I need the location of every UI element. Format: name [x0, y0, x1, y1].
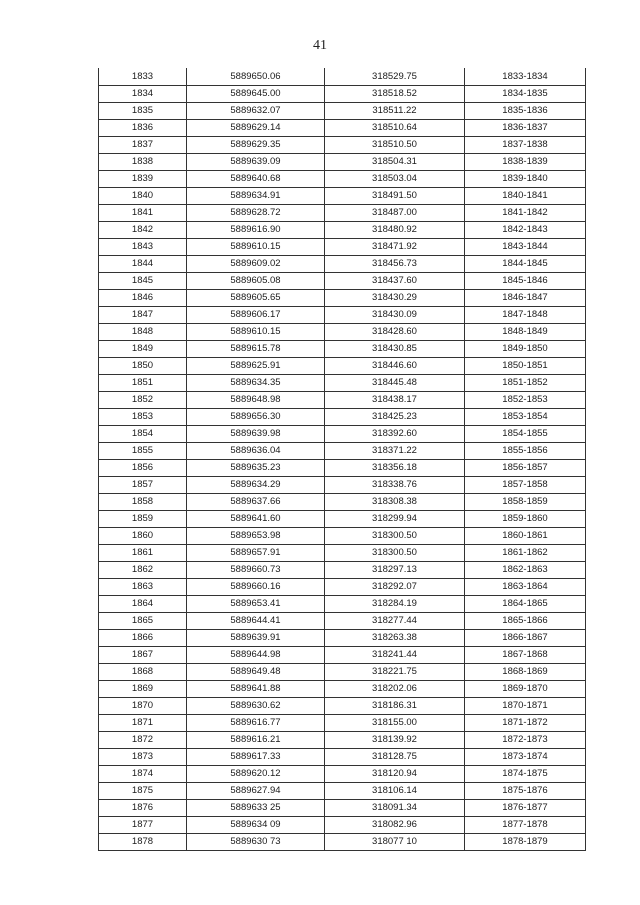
point-number-cell: 1855: [99, 443, 187, 460]
point-number-cell: 1877: [99, 817, 187, 834]
table-row: [99, 86, 586, 103]
point-number-cell: 1833: [99, 69, 187, 86]
table-row: [99, 324, 586, 341]
y-coordinate-cell: 318284.19: [325, 596, 465, 613]
y-coordinate-cell: 318277.44: [325, 613, 465, 630]
table-row: [99, 562, 586, 579]
segment-cell: 1875-1876: [465, 783, 586, 800]
table-row: [99, 596, 586, 613]
x-coordinate-cell: 5889634.91: [187, 188, 325, 205]
segment-cell: 1877-1878: [465, 817, 586, 834]
table-row: [99, 239, 586, 256]
segment-cell: 1871-1872: [465, 715, 586, 732]
x-coordinate-cell: 5889620.12: [187, 766, 325, 783]
y-coordinate-cell: 318510.50: [325, 137, 465, 154]
segment-cell: 1849-1850: [465, 341, 586, 358]
y-coordinate-cell: 318128.75: [325, 749, 465, 766]
coordinates-table-body: [99, 69, 586, 851]
segment-cell: 1850-1851: [465, 358, 586, 375]
point-number-cell: 1869: [99, 681, 187, 698]
x-coordinate-cell: 5889634.35: [187, 375, 325, 392]
y-coordinate-cell: 318202.06: [325, 681, 465, 698]
point-number-cell: 1854: [99, 426, 187, 443]
x-coordinate-cell: 5889639.98: [187, 426, 325, 443]
x-coordinate-cell: 5889609.02: [187, 256, 325, 273]
y-coordinate-cell: 318430.29: [325, 290, 465, 307]
y-coordinate-cell: 318186.31: [325, 698, 465, 715]
y-coordinate-cell: 318297.13: [325, 562, 465, 579]
x-coordinate-cell: 5889636.04: [187, 443, 325, 460]
x-coordinate-cell: 5889605.65: [187, 290, 325, 307]
y-coordinate-cell: 318480.92: [325, 222, 465, 239]
x-coordinate-cell: 5889605.08: [187, 273, 325, 290]
x-coordinate-cell: 5889657.91: [187, 545, 325, 562]
point-number-cell: 1834: [99, 86, 187, 103]
x-coordinate-cell: 5889639.09: [187, 154, 325, 171]
x-coordinate-cell: 5889648.98: [187, 392, 325, 409]
x-coordinate-cell: 5889660.16: [187, 579, 325, 596]
point-number-cell: 1867: [99, 647, 187, 664]
table-row: [99, 154, 586, 171]
y-coordinate-cell: 318338.76: [325, 477, 465, 494]
y-coordinate-cell: 318155.00: [325, 715, 465, 732]
segment-cell: 1834-1835: [465, 86, 586, 103]
point-number-cell: 1837: [99, 137, 187, 154]
table-row: [99, 698, 586, 715]
table-row: [99, 69, 586, 86]
y-coordinate-cell: 318308.38: [325, 494, 465, 511]
y-coordinate-cell: 318445.48: [325, 375, 465, 392]
table-row: [99, 375, 586, 392]
x-coordinate-cell: 5889639.91: [187, 630, 325, 647]
y-coordinate-cell: 318425.23: [325, 409, 465, 426]
segment-cell: 1855-1856: [465, 443, 586, 460]
point-number-cell: 1843: [99, 239, 187, 256]
point-number-cell: 1842: [99, 222, 187, 239]
x-coordinate-cell: 5889616.90: [187, 222, 325, 239]
point-number-cell: 1876: [99, 800, 187, 817]
x-coordinate-cell: 5889610.15: [187, 324, 325, 341]
segment-cell: 1841-1842: [465, 205, 586, 222]
point-number-cell: 1851: [99, 375, 187, 392]
table-row: [99, 409, 586, 426]
table-row: [99, 511, 586, 528]
point-number-cell: 1872: [99, 732, 187, 749]
y-coordinate-cell: 318299.94: [325, 511, 465, 528]
y-coordinate-cell: 318263.38: [325, 630, 465, 647]
table-row: [99, 256, 586, 273]
point-number-cell: 1844: [99, 256, 187, 273]
y-coordinate-cell: 318487.00: [325, 205, 465, 222]
segment-cell: 1862-1863: [465, 562, 586, 579]
x-coordinate-cell: 5889649.48: [187, 664, 325, 681]
page-number: 41: [313, 38, 327, 53]
table-row: [99, 273, 586, 290]
y-coordinate-cell: 318456.73: [325, 256, 465, 273]
x-coordinate-cell: 5889628.72: [187, 205, 325, 222]
x-coordinate-cell: 5889641.88: [187, 681, 325, 698]
segment-cell: 1848-1849: [465, 324, 586, 341]
y-coordinate-cell: 318106.14: [325, 783, 465, 800]
x-coordinate-cell: 5889653.98: [187, 528, 325, 545]
segment-cell: 1860-1861: [465, 528, 586, 545]
y-coordinate-cell: 318511.22: [325, 103, 465, 120]
segment-cell: 1856-1857: [465, 460, 586, 477]
x-coordinate-cell: 5889616.21: [187, 732, 325, 749]
point-number-cell: 1840: [99, 188, 187, 205]
point-number-cell: 1846: [99, 290, 187, 307]
point-number-cell: 1835: [99, 103, 187, 120]
point-number-cell: 1863: [99, 579, 187, 596]
y-coordinate-cell: 318529.75: [325, 69, 465, 86]
point-number-cell: 1859: [99, 511, 187, 528]
table-row: [99, 290, 586, 307]
y-coordinate-cell: 318120.94: [325, 766, 465, 783]
point-number-cell: 1847: [99, 307, 187, 324]
point-number-cell: 1839: [99, 171, 187, 188]
segment-cell: 1833-1834: [465, 69, 586, 86]
x-coordinate-cell: 5889660.73: [187, 562, 325, 579]
point-number-cell: 1878: [99, 834, 187, 851]
x-coordinate-cell: 5889644.41: [187, 613, 325, 630]
y-coordinate-cell: 318438.17: [325, 392, 465, 409]
y-coordinate-cell: 318371.22: [325, 443, 465, 460]
x-coordinate-cell: 5889656.30: [187, 409, 325, 426]
table-row: [99, 528, 586, 545]
table-row: [99, 800, 586, 817]
segment-cell: 1859-1860: [465, 511, 586, 528]
point-number-cell: 1862: [99, 562, 187, 579]
y-coordinate-cell: 318082.96: [325, 817, 465, 834]
table-row: [99, 307, 586, 324]
point-number-cell: 1838: [99, 154, 187, 171]
segment-cell: 1845-1846: [465, 273, 586, 290]
table-row: [99, 681, 586, 698]
table-row: [99, 460, 586, 477]
table-row: [99, 222, 586, 239]
point-number-cell: 1850: [99, 358, 187, 375]
y-coordinate-cell: 318356.18: [325, 460, 465, 477]
x-coordinate-cell: 5889640.68: [187, 171, 325, 188]
x-coordinate-cell: 5889633 25: [187, 800, 325, 817]
x-coordinate-cell: 5889617.33: [187, 749, 325, 766]
segment-cell: 1870-1871: [465, 698, 586, 715]
segment-cell: 1868-1869: [465, 664, 586, 681]
point-number-cell: 1870: [99, 698, 187, 715]
table-row: [99, 783, 586, 800]
table-row: [99, 613, 586, 630]
y-coordinate-cell: 318437.60: [325, 273, 465, 290]
x-coordinate-cell: 5889637.66: [187, 494, 325, 511]
segment-cell: 1836-1837: [465, 120, 586, 137]
segment-cell: 1867-1868: [465, 647, 586, 664]
x-coordinate-cell: 5889625.91: [187, 358, 325, 375]
point-number-cell: 1849: [99, 341, 187, 358]
table-row: [99, 766, 586, 783]
x-coordinate-cell: 5889650.06: [187, 69, 325, 86]
segment-cell: 1854-1855: [465, 426, 586, 443]
segment-cell: 1846-1847: [465, 290, 586, 307]
y-coordinate-cell: 318504.31: [325, 154, 465, 171]
point-number-cell: 1865: [99, 613, 187, 630]
y-coordinate-cell: 318292.07: [325, 579, 465, 596]
table-row: [99, 545, 586, 562]
segment-cell: 1878-1879: [465, 834, 586, 851]
segment-cell: 1865-1866: [465, 613, 586, 630]
table-row: [99, 443, 586, 460]
y-coordinate-cell: 318139.92: [325, 732, 465, 749]
segment-cell: 1838-1839: [465, 154, 586, 171]
table-row: [99, 647, 586, 664]
y-coordinate-cell: 318091.34: [325, 800, 465, 817]
y-coordinate-cell: 318221.75: [325, 664, 465, 681]
x-coordinate-cell: 5889627.94: [187, 783, 325, 800]
y-coordinate-cell: 318077 10: [325, 834, 465, 851]
segment-cell: 1851-1852: [465, 375, 586, 392]
point-number-cell: 1864: [99, 596, 187, 613]
table-row: [99, 120, 586, 137]
segment-cell: 1857-1858: [465, 477, 586, 494]
segment-cell: 1869-1870: [465, 681, 586, 698]
table-row: [99, 103, 586, 120]
segment-cell: 1858-1859: [465, 494, 586, 511]
table-row: [99, 664, 586, 681]
point-number-cell: 1866: [99, 630, 187, 647]
x-coordinate-cell: 5889644.98: [187, 647, 325, 664]
y-coordinate-cell: 318471.92: [325, 239, 465, 256]
segment-cell: 1843-1844: [465, 239, 586, 256]
segment-cell: 1874-1875: [465, 766, 586, 783]
segment-cell: 1863-1864: [465, 579, 586, 596]
y-coordinate-cell: 318300.50: [325, 545, 465, 562]
segment-cell: 1853-1854: [465, 409, 586, 426]
table-row: [99, 630, 586, 647]
x-coordinate-cell: 5889630 73: [187, 834, 325, 851]
y-coordinate-cell: 318430.85: [325, 341, 465, 358]
table-row: [99, 392, 586, 409]
x-coordinate-cell: 5889653.41: [187, 596, 325, 613]
segment-cell: 1840-1841: [465, 188, 586, 205]
segment-cell: 1872-1873: [465, 732, 586, 749]
y-coordinate-cell: 318491.50: [325, 188, 465, 205]
y-coordinate-cell: 318510.64: [325, 120, 465, 137]
y-coordinate-cell: 318392.60: [325, 426, 465, 443]
x-coordinate-cell: 5889606.17: [187, 307, 325, 324]
table-row: [99, 732, 586, 749]
table-row: [99, 171, 586, 188]
point-number-cell: 1873: [99, 749, 187, 766]
x-coordinate-cell: 5889635.23: [187, 460, 325, 477]
segment-cell: 1864-1865: [465, 596, 586, 613]
y-coordinate-cell: 318300.50: [325, 528, 465, 545]
x-coordinate-cell: 5889634 09: [187, 817, 325, 834]
table-row: [99, 205, 586, 222]
point-number-cell: 1858: [99, 494, 187, 511]
segment-cell: 1839-1840: [465, 171, 586, 188]
x-coordinate-cell: 5889645.00: [187, 86, 325, 103]
table-row: [99, 715, 586, 732]
point-number-cell: 1852: [99, 392, 187, 409]
segment-cell: 1876-1877: [465, 800, 586, 817]
y-coordinate-cell: 318428.60: [325, 324, 465, 341]
x-coordinate-cell: 5889610.15: [187, 239, 325, 256]
coordinates-table: [98, 68, 586, 851]
point-number-cell: 1871: [99, 715, 187, 732]
table-row: [99, 137, 586, 154]
x-coordinate-cell: 5889615.78: [187, 341, 325, 358]
table-row: [99, 477, 586, 494]
point-number-cell: 1841: [99, 205, 187, 222]
x-coordinate-cell: 5889629.35: [187, 137, 325, 154]
x-coordinate-cell: 5889629.14: [187, 120, 325, 137]
segment-cell: 1866-1867: [465, 630, 586, 647]
point-number-cell: 1856: [99, 460, 187, 477]
segment-cell: 1842-1843: [465, 222, 586, 239]
table-row: [99, 817, 586, 834]
segment-cell: 1861-1862: [465, 545, 586, 562]
x-coordinate-cell: 5889641.60: [187, 511, 325, 528]
x-coordinate-cell: 5889630.62: [187, 698, 325, 715]
point-number-cell: 1836: [99, 120, 187, 137]
y-coordinate-cell: 318241.44: [325, 647, 465, 664]
table-row: [99, 494, 586, 511]
point-number-cell: 1874: [99, 766, 187, 783]
point-number-cell: 1845: [99, 273, 187, 290]
segment-cell: 1835-1836: [465, 103, 586, 120]
point-number-cell: 1861: [99, 545, 187, 562]
y-coordinate-cell: 318518.52: [325, 86, 465, 103]
x-coordinate-cell: 5889616.77: [187, 715, 325, 732]
segment-cell: 1873-1874: [465, 749, 586, 766]
x-coordinate-cell: 5889634.29: [187, 477, 325, 494]
point-number-cell: 1860: [99, 528, 187, 545]
table-row: [99, 749, 586, 766]
table-row: [99, 834, 586, 851]
point-number-cell: 1875: [99, 783, 187, 800]
point-number-cell: 1853: [99, 409, 187, 426]
y-coordinate-cell: 318430.09: [325, 307, 465, 324]
y-coordinate-cell: 318446.60: [325, 358, 465, 375]
table-row: [99, 426, 586, 443]
segment-cell: 1852-1853: [465, 392, 586, 409]
table-row: [99, 341, 586, 358]
segment-cell: 1847-1848: [465, 307, 586, 324]
table-row: [99, 358, 586, 375]
segment-cell: 1837-1838: [465, 137, 586, 154]
table-row: [99, 188, 586, 205]
x-coordinate-cell: 5889632.07: [187, 103, 325, 120]
y-coordinate-cell: 318503.04: [325, 171, 465, 188]
point-number-cell: 1857: [99, 477, 187, 494]
segment-cell: 1844-1845: [465, 256, 586, 273]
point-number-cell: 1868: [99, 664, 187, 681]
table-row: [99, 579, 586, 596]
point-number-cell: 1848: [99, 324, 187, 341]
